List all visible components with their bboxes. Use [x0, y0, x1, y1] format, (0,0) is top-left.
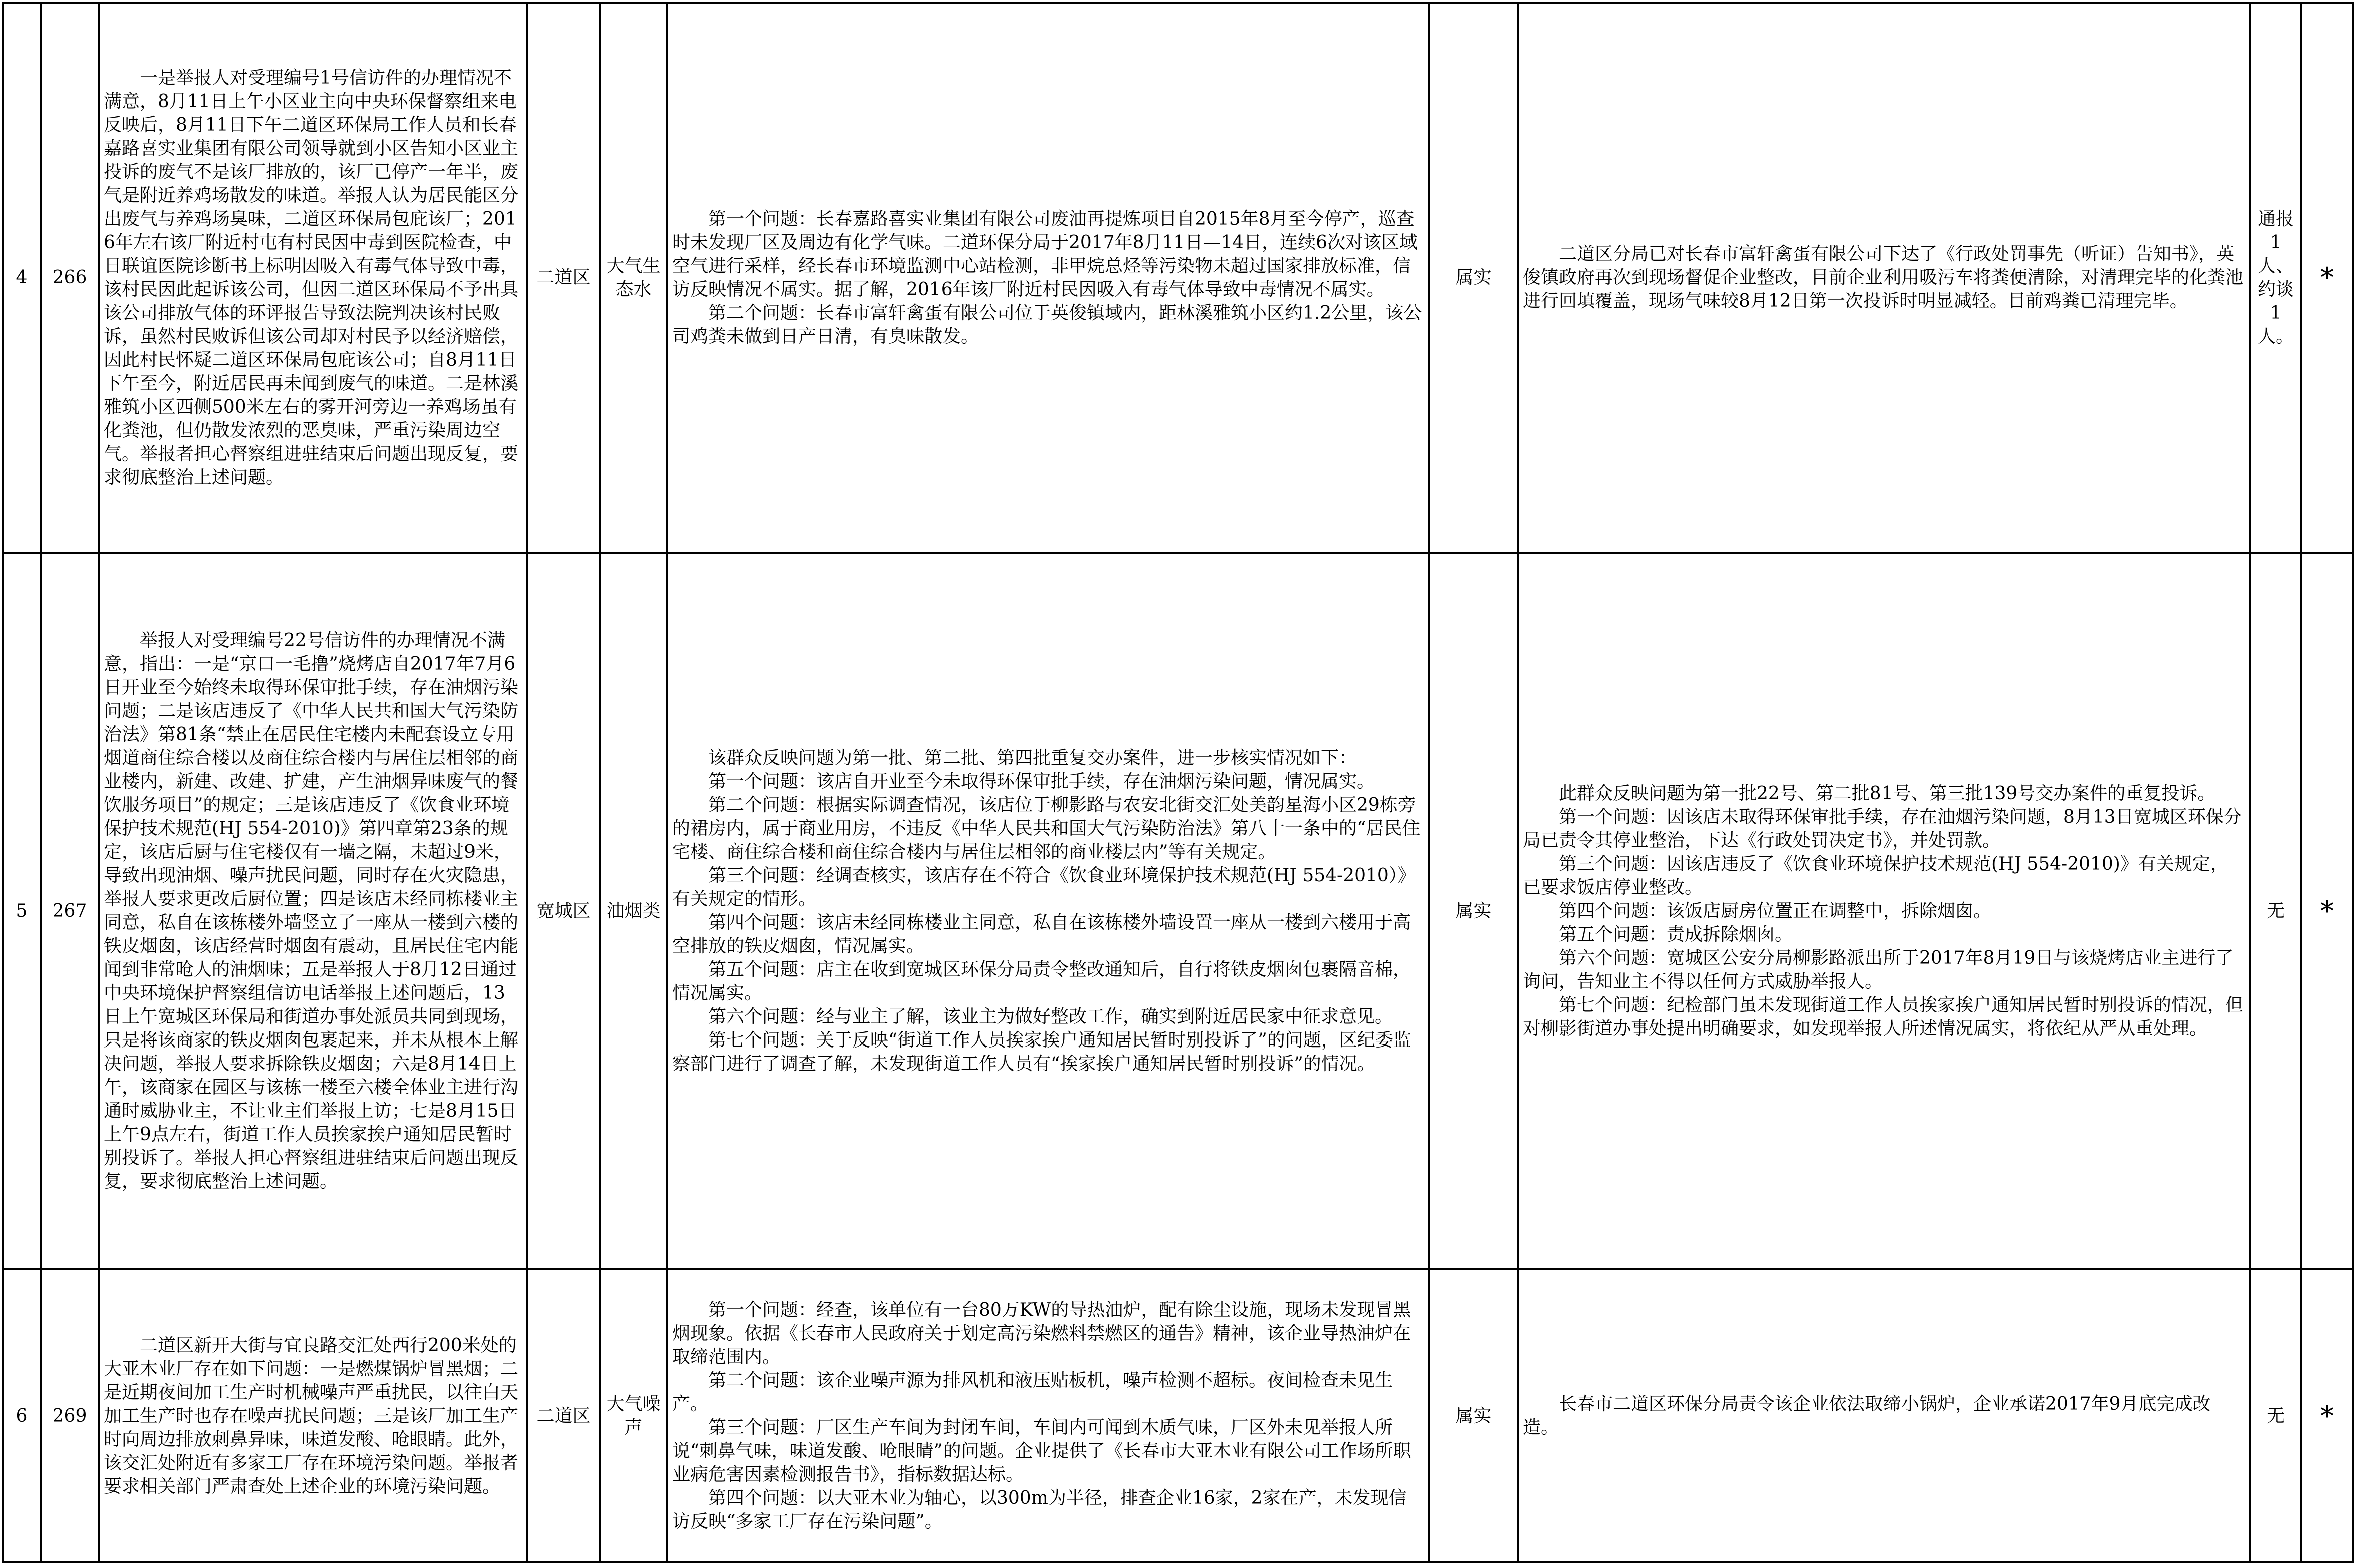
accountability-cell: 通报1人、约谈1人。 — [2250, 3, 2301, 553]
mark-cell: * — [2301, 553, 2353, 1269]
pollution-type-cell: 大气生态水 — [600, 3, 667, 553]
paragraph: 第四个问题：以大亚木业为轴心，以300m为半径，排查企业16家，2家在产，未发现信访反映“多家工厂存在污染问题”。 — [672, 1488, 1407, 1532]
case-table — [2, 2, 2354, 1563]
table-row — [3, 553, 2353, 1269]
complaint-text: 二道区新开大街与宜良路交汇处西行200米处的大亚木业厂存在如下问题：一是燃煤锅炉冒黑烟；二是近期夜间加工生产时机械噪声严重扰民，以往白天加工生产时也存在噪声扰民问题；三是该厂加工生产时向周边排放刺鼻异味，味道发酸、呛眼睛。此外，该交汇处附近有多家工厂存在环境污染问题。举报者要求相关部门严肃查处上述企业的环境污染问题。 — [104, 1335, 519, 1497]
paragraph: 第四个问题：该饭店厨房位置正在调整中，拆除烟囱。 — [1559, 900, 1992, 921]
investigation-cell — [667, 553, 1429, 1269]
paragraph: 第三个问题：因该店违反了《饮食业环境保护技术规范(HJ 554-2010)》有关规定，已要求饭店停业整改。 — [1523, 853, 2228, 898]
paragraph: 此群众反映问题为第一批22号、第二批81号、第三批139号交办案件的重复投诉。 — [1559, 783, 2216, 804]
case-number-cell: 266 — [41, 3, 99, 553]
paragraph: 第七个问题：关于反映“街道工作人员挨家挨户通知居民暂时别投诉了”的问题，区纪委监察部门进行了调查了解，未发现街道工作人员有“挨家挨户通知居民暂时别投诉”的情况。 — [672, 1030, 1411, 1074]
case-number-cell: 267 — [41, 553, 99, 1269]
paragraph: 第一个问题：长春嘉路喜实业集团有限公司废油再提炼项目自2015年8月至今停产，巡查时未发现厂区及周边有化学气味。二道环保分局于2017年8月11日—14日，连续6次对该区域空气进行采样，经长春市环境监测中心站检测，非甲烷总烃等污染物未超过国家排放标准，信访反映情况不属实。据了解，2016年该厂附近村民因吸入有毒气体导致中毒情况不属实。 — [672, 208, 1418, 300]
district-cell: 二道区 — [527, 1269, 600, 1562]
handling-cell — [1518, 3, 2250, 553]
paragraph: 第六个问题：经与业主了解，该业主为做好整改工作，确实到附近居民家中征求意见。 — [708, 1006, 1393, 1027]
paragraph: 第三个问题：经调查核实，该店存在不符合《饮食业环境保护技术规范(HJ 554-2010）》有关规定的情形。 — [672, 865, 1416, 909]
paragraph: 第三个问题：厂区生产车间为封闭车间，车间内可闻到木质气味，厂区外未见举报人所说“刺鼻气味，味道发酸、呛眼睛”的问题。企业提供了《长春市大亚木业有限公司工作场所职业病危害因素检测报告书》，指标数据达标。 — [672, 1417, 1411, 1485]
paragraph: 第一个问题：该店自开业至今未取得环保审批手续，存在油烟污染问题，情况属实。 — [708, 771, 1375, 792]
paragraph: 第一个问题：经查，该单位有一台80万KW的导热油炉，配有除尘设施，现场未发现冒黑烟现象。依据《长春市人民政府关于划定高污染燃料禁燃区的通告》精神，该企业导热油炉在取缔范围内。 — [672, 1300, 1411, 1367]
complaint-cell — [99, 3, 527, 553]
paragraph: 第四个问题：该店未经同栋楼业主同意，私自在该栋楼外墙设置一座从一楼到六楼用于高空排放的铁皮烟囱，情况属实。 — [672, 912, 1411, 956]
handling-cell — [1518, 553, 2250, 1269]
row-index-cell: 5 — [3, 553, 41, 1269]
mark-cell: * — [2301, 3, 2353, 553]
row-index-cell: 4 — [3, 3, 41, 553]
paragraph: 第六个问题：宽城区公安分局柳影路派出所于2017年8月19日与该烧烤店业主进行了询问，告知业主不得以任何方式威胁举报人。 — [1523, 947, 2234, 992]
complaint-cell — [99, 553, 527, 1269]
verdict-cell: 属实 — [1429, 553, 1518, 1269]
district-cell: 二道区 — [527, 3, 600, 553]
complaint-text: 一是举报人对受理编号1号信访件的办理情况不满意，8月11日上午小区业主向中央环保督察组来电反映后，8月11日下午二道区环保局工作人员和长春嘉路喜实业集团有限公司领导就到小区告知小区业主投诉的废气不是该厂排放的，该厂已停产一年半，废气是附近养鸡场散发的味道。举报人认为居民能区分出废气与养鸡场臭味，二道区环保局包庇该厂；2016年左右该厂附近村屯有村民因中毒到医院检查，中日联谊医院诊断书上标明因吸入有毒气体导致中毒，该村民因此起诉该公司，但因二道区环保局不予出具该公司排放气体的环评报告导致法院判决该村民败诉，虽然村民败诉但该公司却对村民予以经济赔偿，因此村民怀疑二道区环保局包庇该公司；自8月11日下午至今，附近居民再未闻到废气的味道。二是林溪雅筑小区西侧500米左右的雾开河旁边一养鸡场虽有化粪池，但仍散发浓烈的恶臭味，严重污染周边空气。举报者担心督察组进驻结束后问题出现反复，要求彻底整治上述问题。 — [104, 67, 519, 488]
paragraph: 第一个问题：因该店未取得环保审批手续，存在油烟污染问题，8月13日宽城区环保分局已责令其停业整治，下达《行政处罚决定书》，并处罚款。 — [1523, 806, 2242, 851]
investigation-cell — [667, 1269, 1429, 1562]
table-row — [3, 3, 2353, 553]
paragraph: 第二个问题：根据实际调查情况，该店位于柳影路与农安北街交汇处美韵星海小区29栋旁的裙房内，属于商业用房，不违反《中华人民共和国大气污染防治法》第八十一条中的“居民住宅楼、商住综合楼和商住综合楼内与居住层相邻的商业楼层内”等有关规定。 — [672, 795, 1421, 862]
pollution-type-cell: 大气噪声 — [600, 1269, 667, 1562]
handling-cell — [1518, 1269, 2250, 1562]
accountability-cell: 无 — [2250, 1269, 2301, 1562]
table-row — [3, 1269, 2353, 1562]
paragraph: 第五个问题：店主在收到宽城区环保分局责令整改通知后，自行将铁皮烟囱包裹隔音棉，情况属实。 — [672, 959, 1411, 1003]
paragraph: 第二个问题：该企业噪声源为排风机和液压贴板机，噪声检测不超标。夜间检查未见生产。 — [672, 1370, 1393, 1414]
paragraph: 第二个问题：长春市富轩禽蛋有限公司位于英俊镇域内，距林溪雅筑小区约1.2公里，该公司鸡粪未做到日产日清，有臭味散发。 — [672, 302, 1422, 347]
paragraph: 长春市二道区环保分局责令该企业依法取缔小锅炉，企业承诺2017年9月底完成改造。 — [1523, 1394, 2211, 1438]
row-index-cell: 6 — [3, 1269, 41, 1562]
complaint-text: 举报人对受理编号22号信访件的办理情况不满意，指出：一是“京口一毛撸”烧烤店自2017年7月6日开业至今始终未取得环保审批手续，存在油烟污染问题；二是该店违反了《中华人民共和国大气污染防治法》第81条“禁止在居民住宅楼内未配套设立专用烟道商住综合楼以及商住综合楼内与居住层相邻的商业楼内，新建、改建、扩建，产生油烟异味废气的餐饮服务项目”的规定；三是该店违反了《饮食业环境保护技术规范(HJ 554-2010)》第四章第23条的规定，该店后厨与住宅楼仅有一墙之隔，未超过9米，导致出现油烟、噪声扰民问题，同时存在火灾隐患，举报人要求更改后厨位置；四是该店未经同栋楼业主同意，私自在该栋楼外墙竖立了一座从一楼到六楼的铁皮烟囱，该店经营时烟囱有震动，且居民住宅内能闻到非常呛人的油烟味；五是举报人于8月12日通过中央环境保护督察组信访电话举报上述问题后，13日上午宽城区环保局和街道办事处派员共同到现场，只是将该商家的铁皮烟囱包裹起来，并未从根本上解决问题，举报人要求拆除铁皮烟囱；六是8月14日上午，该商家在园区与该栋一楼至六楼全体业主进行沟通时威胁业主，不让业主们举报上访；七是8月15日上午9点左右，街道工作人员挨家挨户通知居民暂时别投诉了。举报人担心督察组进驻结束后问题出现反复，要求彻底整治上述问题。 — [104, 630, 519, 1192]
verdict-cell: 属实 — [1429, 3, 1518, 553]
pollution-type-cell: 油烟类 — [600, 553, 667, 1269]
paragraph: 二道区分局已对长春市富轩禽蛋有限公司下达了《行政处罚事先（听证）告知书》，英俊镇政府再次到现场督促企业整改，目前企业利用吸污车将粪便清除，对清理完毕的化粪池进行回填覆盖，现场气味较8月12日第一次投诉时明显减轻。目前鸡粪已清理完毕。 — [1523, 244, 2244, 311]
verdict-cell: 属实 — [1429, 1269, 1518, 1562]
paragraph: 第五个问题：责成拆除烟囱。 — [1559, 924, 1793, 945]
case-number-cell: 269 — [41, 1269, 99, 1562]
accountability-cell: 无 — [2250, 553, 2301, 1269]
table-body — [3, 3, 2353, 1562]
district-cell: 宽城区 — [527, 553, 600, 1269]
paragraph: 第七个问题：纪检部门虽未发现街道工作人员挨家挨户通知居民暂时别投诉的情况，但对柳影街道办事处提出明确要求，如发现举报人所述情况属实，将依纪从严从重处理。 — [1523, 994, 2244, 1039]
investigation-cell — [667, 3, 1429, 553]
paragraph: 该群众反映问题为第一批、第二批、第四批重复交办案件，进一步核实情况如下： — [708, 748, 1357, 768]
complaint-cell — [99, 1269, 527, 1562]
mark-cell: * — [2301, 1269, 2353, 1562]
